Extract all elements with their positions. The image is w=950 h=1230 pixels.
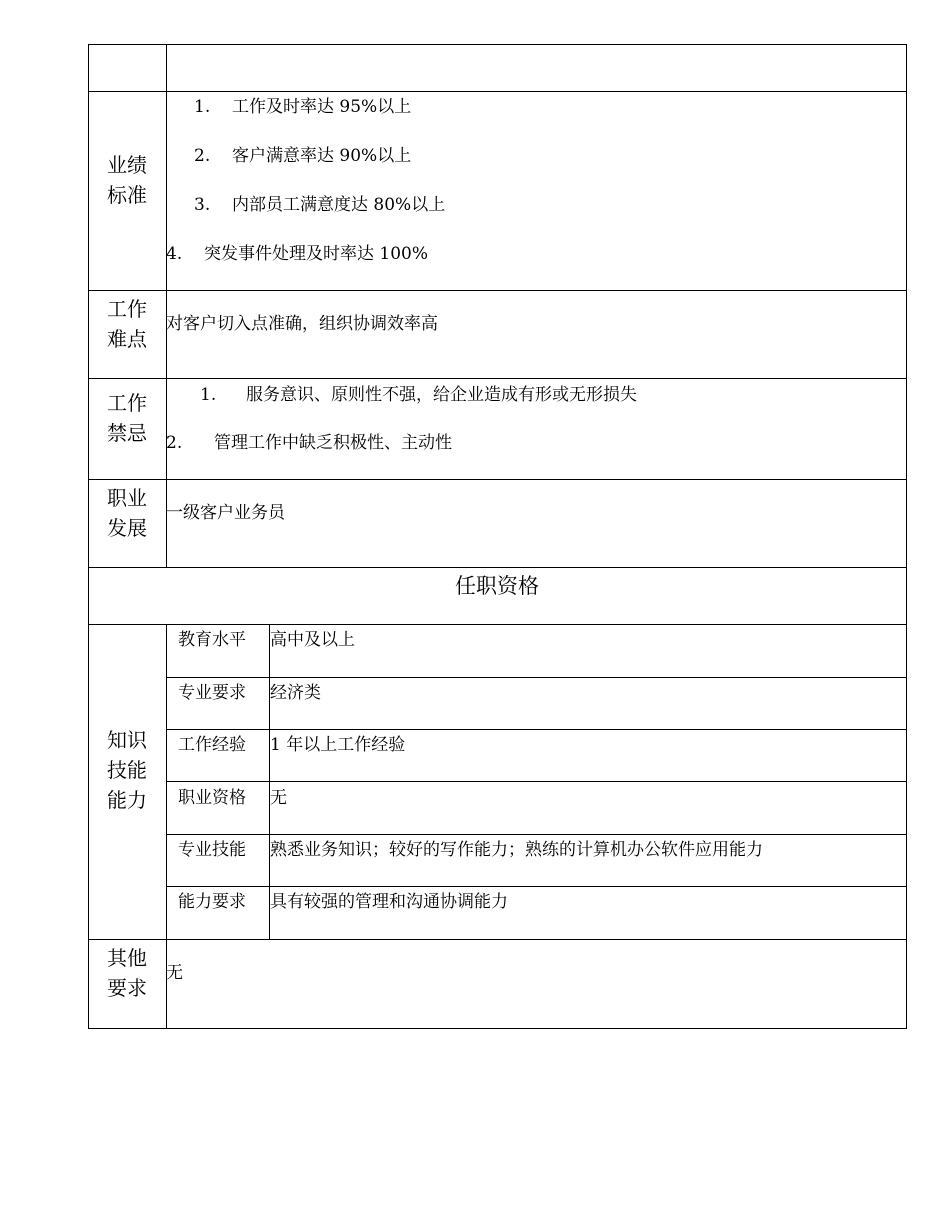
row-divider [88, 624, 907, 625]
subrow-label: 专业要求 [178, 683, 246, 703]
subrow-value: 1 年以上工作经验 [270, 735, 406, 755]
qualification-section-title: 任职资格 [455, 574, 539, 598]
subrow-label: 专业技能 [178, 840, 246, 860]
subrow-label: 教育水平 [178, 630, 246, 650]
subrow-label: 能力要求 [178, 892, 246, 912]
subrow-divider [166, 677, 907, 678]
taboo-label: 工作 禁忌 [107, 391, 147, 445]
career-label: 职业 发展 [107, 486, 147, 540]
taboo-item: 2. 管理工作中缺乏积极性、主动性 [166, 433, 452, 453]
subrow-divider [166, 781, 907, 782]
row-divider [88, 479, 907, 480]
job-description-table [88, 44, 907, 1029]
column-divider [166, 44, 167, 568]
knowledge-label: 知识 技能 能力 [107, 728, 147, 812]
row-divider [88, 290, 907, 291]
taboo-item: 1. 服务意识、原则性不强，给企业造成有形或无形损失 [200, 385, 637, 405]
row-divider [88, 567, 907, 568]
subrow-value: 具有较强的管理和沟通协调能力 [270, 892, 508, 912]
subrow-label: 职业资格 [178, 788, 246, 808]
subrow-value: 高中及以上 [270, 630, 355, 650]
row-divider [88, 939, 907, 940]
performance-item: 1. 工作及时率达 95%以上 [194, 97, 412, 117]
subrow-value: 无 [270, 788, 287, 808]
row-divider [88, 378, 907, 379]
row-divider [88, 91, 907, 92]
performance-item: 4. 突发事件处理及时率达 100% [166, 244, 429, 264]
other-text: 无 [166, 963, 183, 983]
career-text: 一级客户业务员 [166, 503, 285, 523]
performance-item: 2. 客户满意率达 90%以上 [194, 146, 412, 166]
difficulty-text: 对客户切入点准确，组织协调效率高 [166, 314, 438, 334]
subrow-value: 熟悉业务知识；较好的写作能力；熟练的计算机办公软件应用能力 [270, 840, 763, 860]
subrow-value: 经济类 [270, 683, 321, 703]
subrow-label: 工作经验 [178, 735, 246, 755]
difficulty-label: 工作 难点 [107, 297, 147, 351]
subrow-divider [166, 886, 907, 887]
subrow-divider [166, 834, 907, 835]
subrow-divider [166, 729, 907, 730]
other-label: 其他 要求 [107, 946, 147, 1000]
performance-label: 业绩 标准 [107, 153, 147, 207]
performance-item: 3. 内部员工满意度达 80%以上 [194, 195, 446, 215]
